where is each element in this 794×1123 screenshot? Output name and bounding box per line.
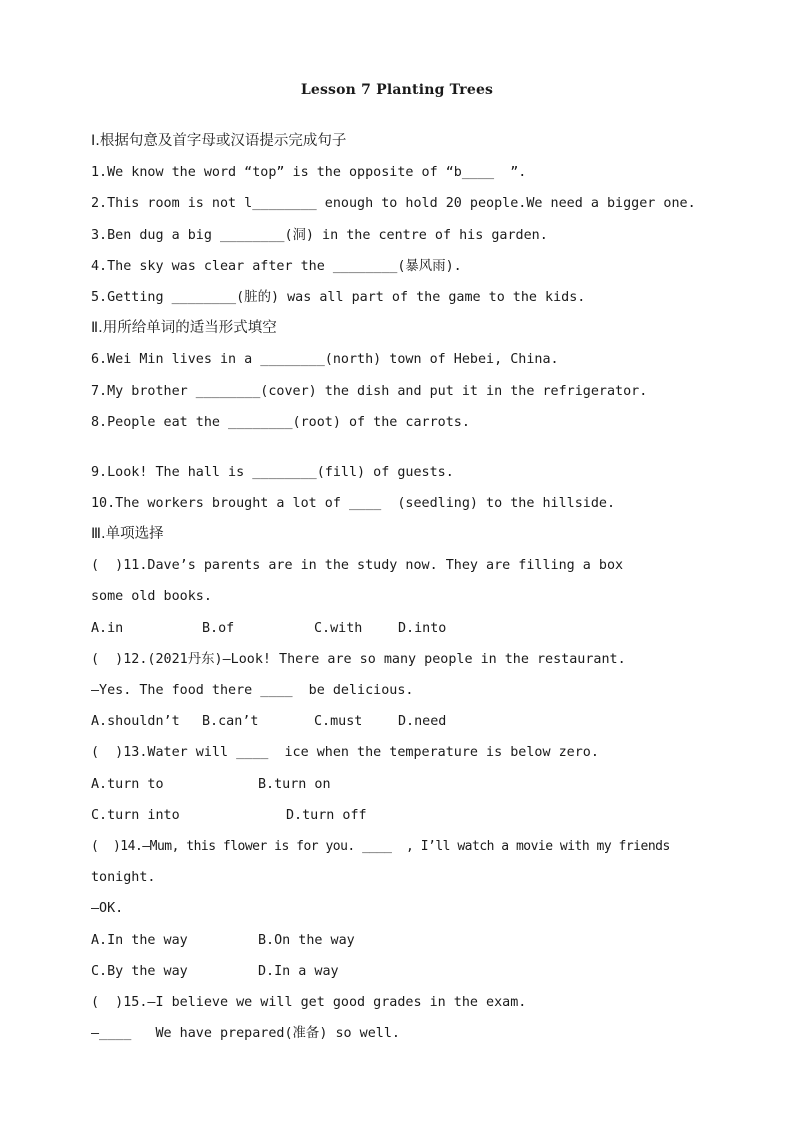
q13-option-c: C.turn into [91,808,180,823]
q14-option-c: C.By the way [91,964,188,979]
section-2-heading: Ⅱ.用所给单词的适当形式填空 [91,320,277,336]
question-7: 7.My brother ________(cover) the dish and put it in the refrigerator. [91,384,648,399]
question-11-continued: some old books. [91,589,212,604]
section-1-heading: Ⅰ.根据句意及首字母或汉语提示完成句子 [91,133,347,149]
question-11: ( )11.Dave’s parents are in the study now. They are filling a box [91,558,624,573]
question-4: 4.The sky was clear after the ________(暴风雨). [91,259,462,274]
question-5: 5.Getting ________(脏的) was all part of the game to the kids. [91,290,586,305]
q13-option-b: B.turn on [258,777,331,792]
q14-option-d: D.In a way [258,964,339,979]
question-14-reply: —OK. [91,901,124,916]
question-12-reply: —Yes. The food there ____ be delicious. [91,683,414,698]
q12-option-a: A.shouldn’t [91,714,180,729]
question-1: 1.We know the word “top” is the opposite of “b____ ”. [91,165,527,180]
page-title: Lesson 7 Planting Trees [300,82,494,98]
q12-option-d: D.need [398,714,447,729]
question-6: 6.Wei Min lives in a ________(north) town of Hebei, China. [91,352,559,367]
question-8: 8.People eat the ________(root) of the carrots. [91,415,470,430]
question-14-continued: tonight. [91,870,156,885]
q11-option-d: D.into [398,621,447,636]
q11-option-c: C.with [314,621,363,636]
q13-option-d: D.turn off [286,808,367,823]
section-3-heading: Ⅲ.单项选择 [91,526,164,542]
question-3: 3.Ben dug a big ________(洞) in the centre of his garden. [91,228,548,243]
question-10: 10.The workers brought a lot of ____ (seedling) to the hillside. [91,496,616,511]
question-9: 9.Look! The hall is ________(fill) of guests. [91,465,454,480]
question-2: 2.This room is not l________ enough to hold 20 people.We need a bigger one. [91,196,696,211]
question-13: ( )13.Water will ____ ice when the temperature is below zero. [91,745,599,760]
q13-option-a: A.turn to [91,777,164,792]
q14-option-b: B.On the way [258,933,355,948]
q12-option-b: B.can’t [202,714,259,729]
question-14: ( )14.—Mum, this flower is for you. ____ , I’ll watch a movie with my friends [91,839,670,854]
q14-option-a: A.In the way [91,933,188,948]
question-15: ( )15.—I believe we will get good grades in the exam. [91,995,527,1010]
question-12: ( )12.(2021丹东)—Look! There are so many people in the restaurant. [91,652,626,667]
question-15-reply: —____ We have prepared(准备) so well. [91,1026,400,1041]
q11-option-b: B.of [202,621,235,636]
q12-option-c: C.must [314,714,363,729]
q11-option-a: A.in [91,621,124,636]
